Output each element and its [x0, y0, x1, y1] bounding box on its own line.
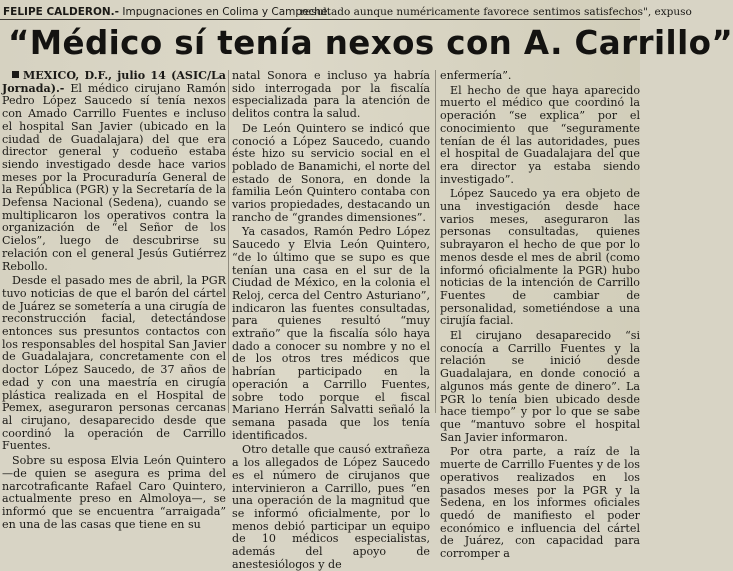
- top-divider: [0, 19, 640, 20]
- paragraph-text: El médico cirujano Ramón Pedro López Saucedo sí tenía nexos con Amado Carrillo Fuentes e incluso el hospital San Javier (ubicado en la ciudad de Guadalajara) del que era director general y codueño estaba siendo investigado desde hace varios meses por la Procuraduría General de la República (PGR) y la Secretaría de la Defensa Nacional (Sedena), cuando se multiplicaron los operativos contra la organización de “el Señor de los Cielos”, luego de descubrirse su relación con el general Jesús Gutiérrez Rebollo.: [2, 81, 226, 273]
- headline: “Médico sí tenía nexos con A. Carrillo”: [8, 24, 733, 62]
- column-divider: [228, 70, 229, 413]
- article-paragraph: De León Quintero se indicó que conoció a López Saucedo, cuando éste hizo su servicio social en el poblado de Banamichi, el norte del estado de Sonora, en donde la familia León Quintero contaba con varios propiedades, destacando un rancho de “grandes dimensiones”.: [232, 121, 430, 224]
- article-paragraph: [2, 70, 226, 273]
- strip-mid-text: resultado aunque numéricamente favorece: [300, 6, 530, 18]
- article-paragraph: Sobre su esposa Elvia León Quintero —de quien se asegura es prima del narcotraficante Rafael Caro Quintero, actualmente preso en Almoloya—, se informó que se encuentra “arraigada” en una de las casas que tiene en su: [2, 454, 226, 531]
- article-paragraph: natal Sonora e incluso ya habría sido interrogada por la fiscalía especializada para la atención de delitos contra la salud.: [232, 69, 430, 121]
- caption-text: Impugnaciones en Colima y Campeche.: [122, 6, 331, 18]
- bullet-square-icon: [12, 71, 19, 78]
- article-column-2: [232, 69, 430, 571]
- article-paragraph: enfermería”.: [440, 69, 512, 82]
- article-paragraph: El hecho de que haya aparecido muerto el médico que coordinó la operación “se explica” por el conocimiento que “seguramente tenían de él las autoridades, pues el hospital de Guadalajara del que era director ya estaba siendo investigado”.: [440, 83, 640, 186]
- caption-name: FELIPE CALDERON.-: [3, 6, 120, 18]
- article-column-1: [2, 69, 226, 531]
- article-paragraph: Desde el pasado mes de abril, la PGR tuvo noticias de que el barón del cártel de Juárez se sometería a una cirugía de reconstrucción facial, detectándose entonces sus presuntos contactos con los responsables del hospital San Javier de Guadalajara, concretamente con el doctor López Saucedo, de 37 años de edad y con una maestría en cirugía plástica realizada en el Hospital de Pemex, aseguraron personas cercanas al cirujano, desaparecido desde que coordinó la operación de Carrillo Fuentes.: [2, 274, 226, 453]
- column-divider: [435, 70, 436, 413]
- article-paragraph: Ya casados, Ramón Pedro López Saucedo y Elvia León Quintero, “de lo último que se supo es que tenían una casa en el sur de la Ciudad de México, en la colonia el Reloj, cerca del Centro Asturiano”, indicaron las fuentes consultadas, para quienes resultó “muy extraño” que la fiscalía sólo haya dado a conocer su nombre y no el de los otros tres médicos que habrían participado en la operación a Carrillo Fuentes, sobre todo porque el fiscal Mariano Herrán Salvatti señaló la semana pasada que los tenía identificados.: [232, 225, 430, 442]
- article-paragraph: Otro detalle que causó extrañeza a los allegados de López Saucedo es el número de cirujanos que intervinieron a Carrillo, pues “en una operación de la magnitud que se informó oficialmente, por lo menos debió participar un equipo de 10 médicos especialistas, además del apoyo de anestesiólogos y de: [232, 443, 430, 571]
- photo-caption: [3, 6, 331, 18]
- article-paragraph: Por otra parte, a raíz de la muerte de Carrillo Fuentes y de los operativos realizados en los pasados meses por la PGR y la Sedena, en los informes oficiales quedó de manifiesto el poder económico e influencia del cártel de Juárez, con capacidad para corromper a: [440, 445, 640, 561]
- article-column-3: [440, 69, 640, 561]
- strip-right-text: sentimos satisfechos", expuso: [533, 6, 692, 18]
- article-paragraph: El cirujano desaparecido “si conocía a Carrillo Fuentes y la relación se inició desde Guadalajara, en donde conoció a algunos más gente de dinero”. La PGR lo tenía bien ubicado desde hace tiempo” y por lo que se sabe que “mantuvo sobre el hospital San Javier informaron.: [440, 329, 640, 444]
- dateline: MEXICO, D.F., julio 14 (ASIC/La Jornada).-: [2, 69, 226, 95]
- article-paragraph: López Saucedo ya era objeto de una investigación desde hace varios meses, aseguraron las personas consultadas, quienes subrayaron el hecho de que por lo menos desde el mes de abril (como informó oficialmente la PGR) hubo noticias de la intención de Carrillo Fuentes de cambiar de personalidad, sometiéndose a una cirujía facial.: [440, 187, 640, 328]
